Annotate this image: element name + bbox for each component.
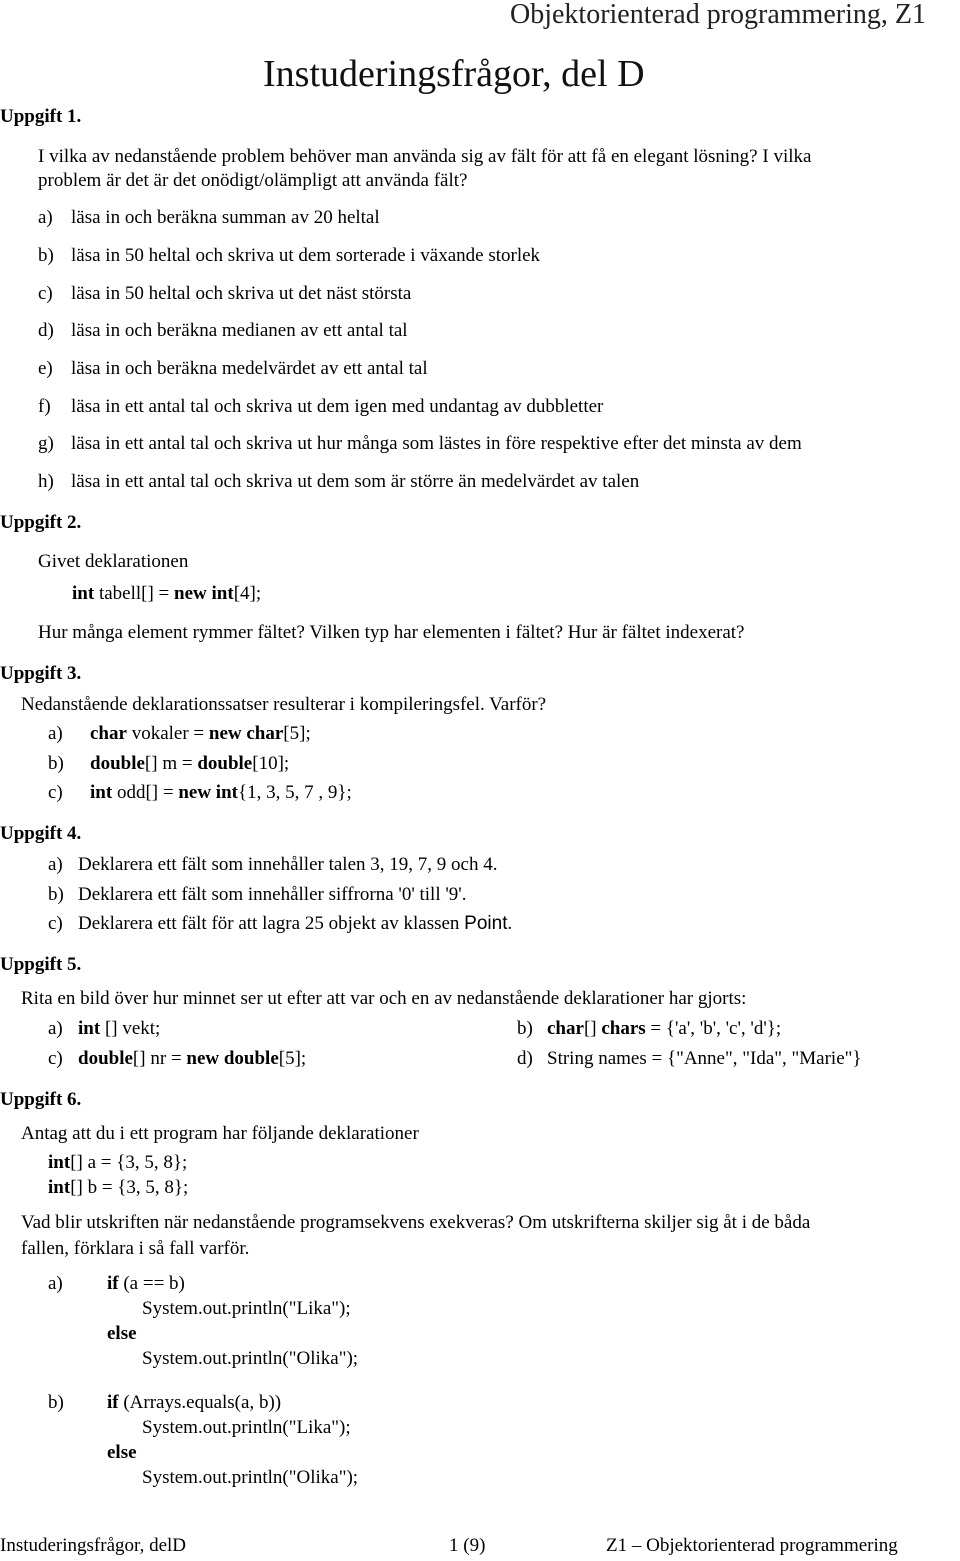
task-1-item-f: f) läsa in ett antal tal och skriva ut dem igen med undantag av dubbletter — [38, 396, 604, 417]
task-3-heading: Uppgift 3. — [0, 663, 82, 684]
task-6-item-b-label: b) — [48, 1392, 64, 1413]
task-5-intro: Rita en bild över hur minnet ser ut efter att var och en av nedanstående deklarationer har gjorts: — [21, 988, 747, 1009]
task-6-decl-b: int[] b = {3, 5, 8}; — [48, 1177, 189, 1198]
task-6-item-a-print-lika: System.out.println("Lika"); — [142, 1298, 351, 1319]
footer-left: Instuderingsfrågor, delD — [0, 1535, 187, 1556]
task-3-item-c: c) int odd[] = new int{1, 3, 5, 7 , 9}; — [48, 782, 352, 803]
footer-right: Z1 – Objektorienterad programmering — [606, 1535, 898, 1556]
task-4-item-c: c) Deklarera ett fält för att lagra 25 objekt av klassen Point. — [48, 913, 513, 934]
task-1-item-g: g) läsa in ett antal tal och skriva ut hur många som lästes in före respektive efter det minsta av dem — [38, 433, 802, 454]
task-6-question-line2: fallen, förklara i så fall varför. — [21, 1238, 250, 1259]
task-6-item-b-if: if (Arrays.equals(a, b)) — [107, 1392, 282, 1413]
task-5-heading: Uppgift 5. — [0, 954, 82, 975]
task-6-item-a-print-olika: System.out.println("Olika"); — [142, 1348, 359, 1369]
task-6-question-line1: Vad blir utskriften när nedanstående programsekvens exekveras? Om utskrifterna skiljer sig åt i de båda — [21, 1212, 811, 1233]
task-6-item-b-print-olika: System.out.println("Olika"); — [142, 1467, 359, 1488]
task-1-item-e: e) läsa in och beräkna medelvärdet av ett antal tal — [38, 358, 428, 379]
task-6-item-b-else: else — [107, 1442, 137, 1463]
task-5-item-a: a) int [] vekt; — [48, 1018, 161, 1039]
task-2-code: int tabell[] = new int[4]; — [72, 583, 262, 604]
task-1-item-h: h) läsa in ett antal tal och skriva ut dem som är större än medelvärdet av talen — [38, 471, 640, 492]
task-1-heading: Uppgift 1. — [0, 106, 82, 127]
task-1-item-b: b) läsa in 50 heltal och skriva ut dem sorterade i växande storlek — [38, 245, 541, 266]
task-3-item-b: b) double[] m = double[10]; — [48, 753, 290, 774]
task-1-item-c: c) läsa in 50 heltal och skriva ut det näst största — [38, 283, 412, 304]
task-1-intro-line1: I vilka av nedanstående problem behöver man använda sig av fält för att få en elegant lösning? I vilka — [38, 146, 812, 167]
task-4-item-a: a) Deklarera ett fält som innehåller talen 3, 19, 7, 9 och 4. — [48, 854, 498, 875]
task-1-intro-line2: problem är det är det onödigt/olämpligt att använda fält? — [38, 170, 468, 191]
task-6-decl-a: int[] a = {3, 5, 8}; — [48, 1152, 188, 1173]
task-3-item-a: a) char vokaler = new char[5]; — [48, 723, 311, 744]
footer-page-number: 1 (9) — [449, 1535, 486, 1556]
task-6-item-a-label: a) — [48, 1273, 63, 1294]
task-4-item-b: b) Deklarera ett fält som innehåller siffrorna '0' till '9'. — [48, 884, 467, 905]
task-6-heading: Uppgift 6. — [0, 1089, 82, 1110]
course-header: Objektorienterad programmering, Z1 — [510, 0, 926, 30]
task-2-heading: Uppgift 2. — [0, 512, 82, 533]
task-2-question: Hur många element rymmer fältet? Vilken typ har elementen i fältet? Hur är fältet indexerat? — [38, 622, 745, 643]
task-6-item-a-else: else — [107, 1323, 137, 1344]
task-4-heading: Uppgift 4. — [0, 823, 82, 844]
task-6-item-b-print-lika: System.out.println("Lika"); — [142, 1417, 351, 1438]
task-5-item-d: d) String names = {"Anne", "Ida", "Marie"} — [517, 1048, 862, 1069]
page-title: Instuderingsfrågor, del D — [263, 53, 645, 95]
task-5-item-c: c) double[] nr = new double[5]; — [48, 1048, 307, 1069]
task-5-item-b: b) char[] chars = {'a', 'b', 'c', 'd'}; — [517, 1018, 782, 1039]
task-6-item-a-if: if (a == b) — [107, 1273, 185, 1294]
task-1-item-d: d) läsa in och beräkna medianen av ett antal tal — [38, 320, 408, 341]
task-6-intro: Antag att du i ett program har följande deklarationer — [21, 1123, 419, 1144]
task-2-intro: Givet deklarationen — [38, 551, 189, 572]
task-1-item-a: a) läsa in och beräkna summan av 20 heltal — [38, 207, 380, 228]
task-3-intro: Nedanstående deklarationssatser resulterar i kompileringsfel. Varför? — [21, 694, 547, 715]
